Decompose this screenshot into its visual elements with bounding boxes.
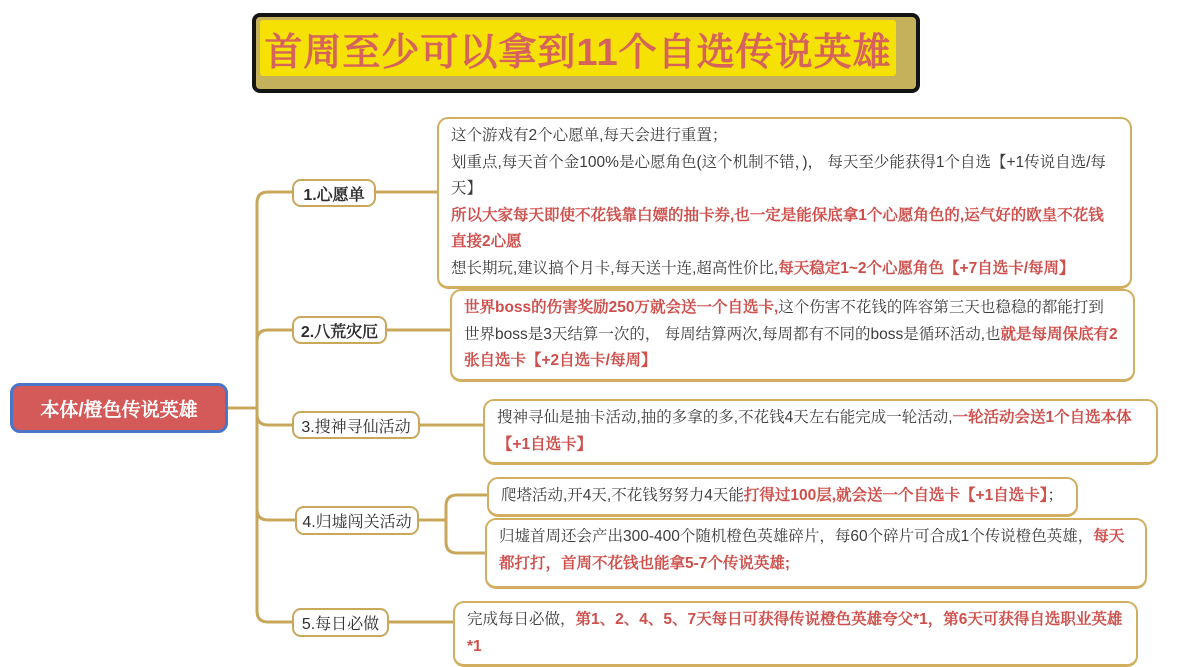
note-box-hero-shards[interactable] bbox=[485, 518, 1147, 589]
text-segment: 每天都打打，首周不花钱也能拿5-7个传说英雄; bbox=[499, 528, 1125, 572]
text-segment: 归墟首周还会产出300-400个随机橙色英雄碎片，每60个碎片可合成1个传说橙色英雄， bbox=[499, 528, 1094, 545]
title-text: 首周至少可以拿到11个自选传说英雄 bbox=[264, 31, 892, 74]
text-segment: 一轮活动会送1个自选本体【+1自选卡】 bbox=[497, 409, 1132, 453]
title-banner[interactable] bbox=[252, 13, 920, 93]
text-segment: 每天稳定1~2个心愿角色【+7自选卡/每周】 bbox=[778, 259, 1075, 277]
text-segment: 所以大家每天即使不花钱靠白嫖的抽卡券,也一定是能保底拿1个心愿角色的,运气好的欧皇不花钱直接2心愿 bbox=[451, 206, 1104, 250]
note-box-tower-climb[interactable] bbox=[487, 477, 1078, 517]
branch-node-gacha-event[interactable]: 3.搜神寻仙活动 bbox=[292, 411, 420, 439]
text-segment: 世界boss是3天结算一次的， 每周结算两次,每周都有不同的boss是循环活动,也 bbox=[464, 325, 1001, 343]
root-node[interactable] bbox=[10, 383, 228, 433]
branch-node-world-boss[interactable]: 2.八荒灾厄 bbox=[292, 316, 387, 344]
title-banner-inner bbox=[260, 20, 896, 76]
note-box-gacha-event[interactable] bbox=[483, 399, 1158, 465]
text-segment: 第1、2、4、5、7天每日可获得传说橙色英雄夸父*1，第6天可获得自选职业英雄*1 bbox=[467, 611, 1123, 655]
note-box-daily-tasks[interactable] bbox=[453, 601, 1138, 667]
text-segment: 爬塔活动,开4天,不花钱努努力4天能 bbox=[501, 487, 744, 504]
branch-node-wishlist[interactable]: 1.心愿单 bbox=[292, 179, 376, 207]
text-segment: 划重点,每天首个金100%是心愿角色(这个机制不错，)， 每天至少能获得1个自选【+1传说自选/每天】 bbox=[451, 153, 1106, 197]
note-box-world-boss[interactable] bbox=[450, 289, 1135, 382]
text-segment: 这个伤害不花钱的阵容第三天也稳稳的都能打到 bbox=[778, 299, 1104, 316]
text-segment: 就是每周保底有2张自选卡【+2自选卡/每周】 bbox=[464, 325, 1118, 369]
text-segment: 这个游戏有2个心愿单,每天会进行重置； bbox=[451, 127, 728, 144]
branch-node-tower-event[interactable]: 4.归墟闯关活动 bbox=[295, 506, 419, 535]
text-segment: 搜神寻仙是抽卡活动,抽的多拿的多,不花钱4天左右能完成一轮活动, bbox=[497, 409, 953, 426]
text-segment: 完成每日必做， bbox=[467, 611, 576, 628]
branch-node-daily-tasks[interactable]: 5.每日必做 bbox=[292, 608, 389, 637]
text-segment: 打得过100层,就会送一个自选卡【+1自选卡】 bbox=[743, 487, 1048, 504]
text-segment: ； bbox=[1047, 487, 1063, 504]
root-node-label: 本体/橙色传说英雄 bbox=[40, 399, 198, 421]
text-segment: 想长期玩,建议搞个月卡,每天送十连,超高性价比, bbox=[451, 259, 779, 277]
text-segment: 世界boss的伤害奖励250万就会送一个自选卡, bbox=[464, 299, 779, 316]
note-box-wishlist[interactable] bbox=[437, 117, 1132, 289]
